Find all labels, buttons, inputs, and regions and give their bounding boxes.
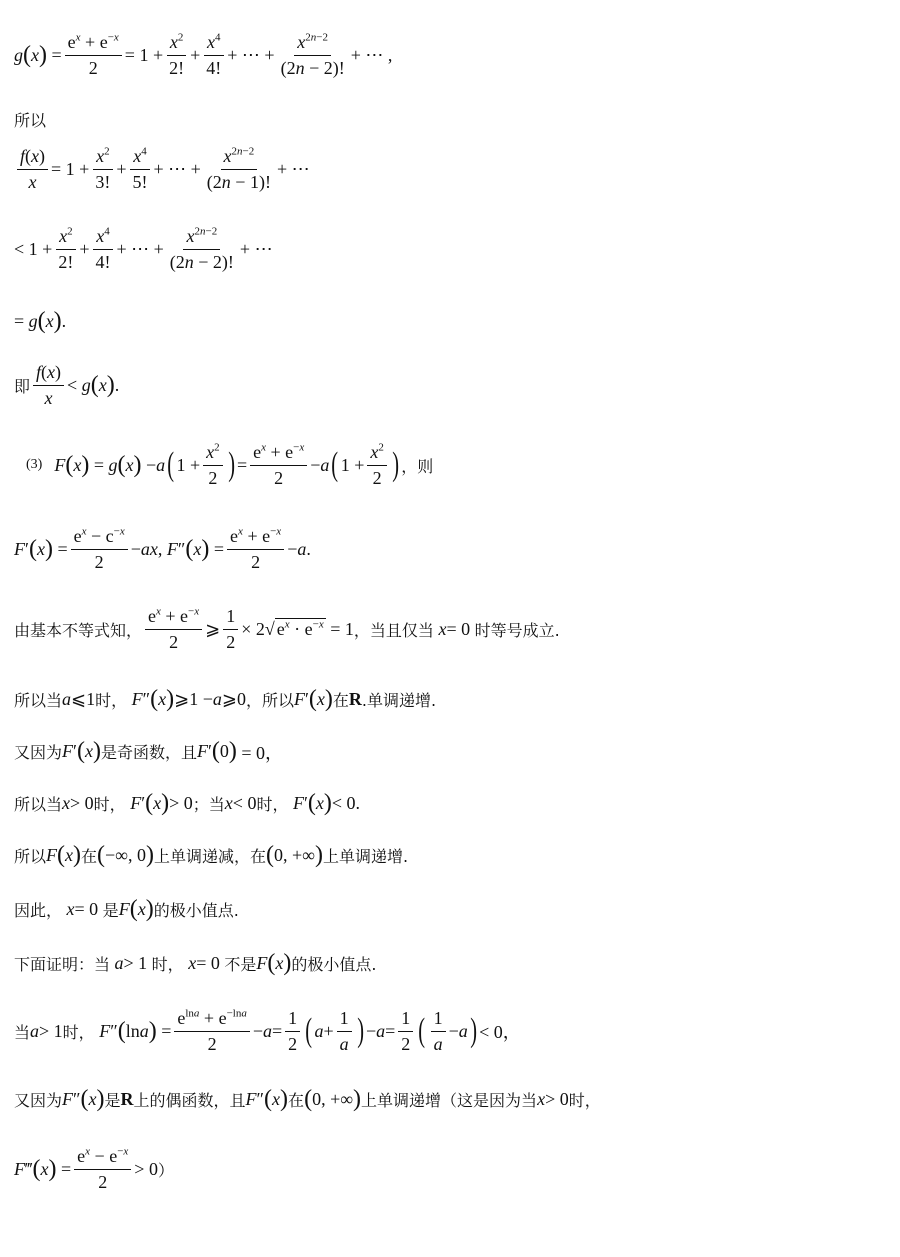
line-odd-function: 又因为 F ′ ( x ) 是奇函数，且 F ′ ( 0 ) = 0， (14, 738, 284, 764)
text-ji: 即 (14, 376, 31, 396)
t15a: 当 (14, 1022, 31, 1042)
t16b: 是 (104, 1091, 121, 1110)
text-ze: ，则 (401, 456, 434, 476)
formula-g-series: g ( x ) = $\frac{e^x + e^{-x}}{2}$ = 1 + $\frac{x^2}{2!}$ + $\frac{x^4}{4!}$ + ⋯ + $\frac{x^{2n-2}}{(2n - 2)!}$ + ⋯ , (14, 31, 393, 78)
t16a: 又因为 (14, 1091, 63, 1110)
t17close: ） (157, 1160, 174, 1180)
t12a: 所以 (14, 847, 47, 866)
t16c: 上的偶函数，且 (133, 1091, 246, 1110)
t10b: 是奇函数，且 (100, 743, 197, 762)
t11b: 时， (93, 795, 126, 814)
part3-label: (3) (26, 457, 43, 473)
line-min-point: 因此， x = 0 是 F ( x ) 的极小值点. (14, 896, 239, 922)
text-eq-holds: 时等号成立. (474, 620, 560, 640)
line-even-function: 又因为 F ″ ( x ) 是 R 上的偶函数，且 F ″ ( x ) 在 ( 0, +∞ ) 上单调递增（这是因为当 x > 0 时， (14, 1086, 601, 1112)
t12d: 上单调递增. (323, 847, 409, 866)
t12b: 在 (81, 847, 98, 866)
t12c: 上单调递减，在 (154, 847, 267, 866)
line-a-le-1: 所以当 a ⩽1 时， F ″ ( x ) ⩾1 − a ⩾0 ，所以 F ′ ( x ) 在 R .单调递增. (14, 686, 437, 712)
t13c: 的极小值点. (153, 901, 239, 920)
t9c: ，所以 (245, 691, 294, 710)
line-proof-a-gt-1: 下面证明：当 a > 1 时， x = 0 不是 F ( x ) 的极小值点. (14, 950, 377, 976)
line-sign-Fprime: 所以当 x > 0 时， F ′ ( x ) > 0 ；当 x < 0 时， F ′ ( x ) < 0. (14, 790, 361, 816)
formula-Fppp: F ‴ ( x ) = $\frac{e^x - e^{-x}}{2}$ > 0 ） (14, 1145, 174, 1192)
formula-conclusion: 即 $\frac{f(x)}{x}$ < g ( x ) . (14, 362, 120, 408)
line-basic-inequality: 由基本不等式知， $\frac{e^x + e^{-x}}{2}$ ⩾ $\frac{1}{2}$ × 2√ $e^x \cdot e^{-x}$ = 1 ，当且仅当 x = 0 时等号成立. (14, 605, 560, 652)
formula-part3-F: (3) F ( x ) = g ( x ) − a ( 1 + $\frac{x^2}{2}$ ) = $\frac{e^x + e^{-x}}{2}$ − a ( 1 + $\frac{x^2}{2}$ ) ，则 (26, 441, 434, 488)
t16f: 时， (568, 1091, 601, 1110)
t9a: 所以当 (14, 691, 63, 710)
t16e: 上单调递增（这是因为当 (361, 1091, 538, 1110)
text-basic-ineq-pre: 由基本不等式知， (14, 620, 143, 640)
t14b: 时， (151, 955, 184, 974)
t13b: 是 (102, 901, 119, 920)
t15b: 时， (62, 1022, 95, 1042)
formula-derivatives: F ′ ( x ) = $\frac{e^x - c^{-x}}{2}$ − ax , F ″ ( x ) = $\frac{e^x + e^{-x}}{2}$ − a . (14, 525, 311, 572)
formula-f-over-x: $\frac{f(x)}{x}$ = 1 + $\frac{x^2}{3!}$ + $\frac{x^4}{5!}$ + ⋯ + $\frac{x^{2n-2}}{(2n - 1)!}$ + ⋯ (14, 146, 310, 192)
t10a: 又因为 (14, 743, 63, 762)
t11d: 时， (256, 795, 289, 814)
t16d: 在 (288, 1091, 305, 1110)
formula-eq-g: = g ( x ) . (14, 308, 67, 334)
text-basic-ineq-post: ，当且仅当 (353, 620, 434, 640)
t13a: 因此， (14, 901, 63, 920)
t9b: 时， (95, 691, 128, 710)
t9d: 在 (332, 691, 349, 710)
text-suoyi: 所以 (14, 111, 47, 130)
t14d: 的极小值点. (291, 955, 377, 974)
formula-Fpp-lna: 当 a > 1 时， F ″ ( ln a ) = $\frac{e^{lna} + e^{-lna}}{2}$ − a = $\frac{1}{2}$ ( a + $\frac{1}{a}$ ) − a = $\frac{1}{2}$ ( $\frac{1}{a}$ − a ) < 0， (14, 1007, 521, 1054)
formula-less-than: < 1 + $\frac{x^2}{2!}$ + $\frac{x^4}{4!}$ + ⋯ + $\frac{x^{2n-2}}{(2n - 2)!}$ + ⋯ (14, 225, 273, 272)
t14c: 不是 (224, 955, 257, 974)
t9e: .单调递增. (361, 691, 437, 710)
t11a: 所以当 (14, 795, 63, 814)
line-monotonic: 所以 F ( x ) 在 ( −∞, 0 ) 上单调递减，在 ( 0, +∞ ) 上单调递增. (14, 842, 409, 868)
t14a: 下面证明：当 (14, 955, 111, 974)
t11c: ；当 (192, 795, 225, 814)
